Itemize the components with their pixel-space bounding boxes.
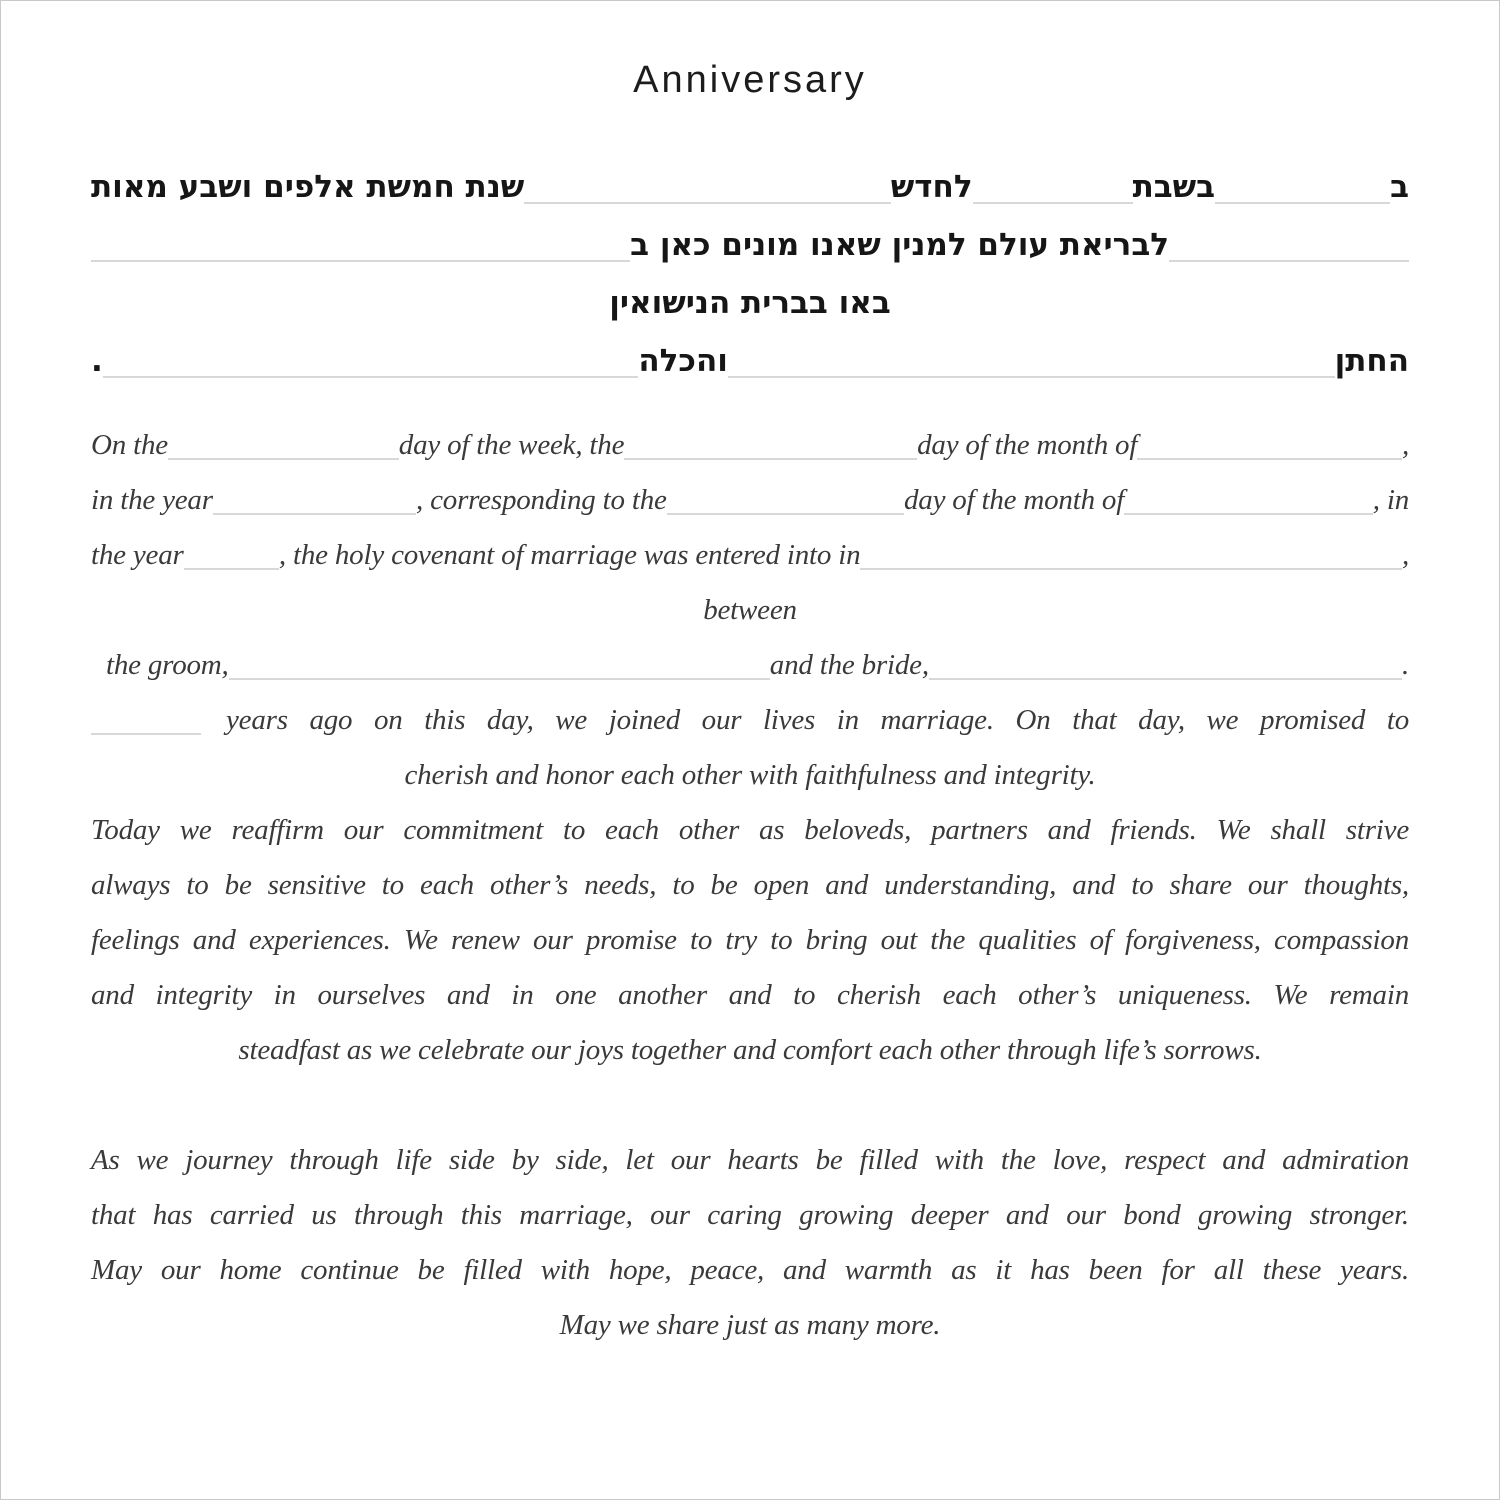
hebrew-year-number-blank-line [213,487,416,515]
line1-comma: , [1401,429,1409,461]
the-groom-text: the groom, [106,649,229,681]
hebrew-place-blank-line [91,232,630,262]
hebrew-creation-phrase: לבריאת עולם למנין שאנו מונים כאן ב [630,227,1169,263]
corresponding-text: , corresponding to the [416,484,667,516]
between-text: between [703,594,797,626]
the-year-text: the year [91,539,184,571]
hebrew-groom-label: החתן [1334,343,1409,379]
cherish-text: cherish and honor each other with faithfulness and integrity. [404,759,1096,791]
date-line-3 [91,528,1409,583]
couple-line-period: . [1401,649,1409,681]
hebrew-covenant-phrase: באו בברית הנישואין [609,285,891,321]
hebrew-beshabbat-label: בשבת [1132,169,1216,205]
day-of-week-text: day of the week, the [398,429,625,461]
hebrew-date-blank-line [624,432,917,460]
hebrew-section [91,158,1409,390]
hebrew-weekday-blank-line [1215,174,1390,204]
years-ago-line [91,693,1409,748]
closing-paragraph [91,1133,1409,1353]
english-section [91,418,1409,1353]
commitment-line-1: Today we reaffirm our commitment to each other as beloveds, partners and friends. We shall strive [91,814,1409,846]
hebrew-year-blank-line [1169,232,1409,262]
closing-line-3: May our home continue be filled with hope, peace, and warmth as it has been for all these years. [91,1254,1409,1286]
hebrew-place-line [91,216,1409,274]
hebrew-date-line [91,158,1409,216]
date-line-2 [91,473,1409,528]
hebrew-covenant-line [91,274,1409,332]
civil-day-of-month-text: day of the month of [903,484,1125,516]
paragraph-spacer [91,1078,1409,1133]
bride-name-blank-line [929,652,1402,680]
commitment-line-5: steadfast as we celebrate our joys together and comfort each other through life’s sorrows. [238,1034,1262,1066]
hebrew-month-blank-line [524,174,891,204]
couple-line [91,638,1409,693]
closing-line-4: May we share just as many more. [559,1309,941,1341]
groom-name-blank-line [229,652,770,680]
between-line [91,583,1409,638]
years-count-blank-line [91,707,201,735]
hebrew-prefix-bet: ב [1390,169,1409,205]
commitment-line-3: feelings and experiences. We renew our promise to try to bring out the qualities of forgiveness, compassion [91,924,1409,956]
in-the-year-text: in the year [91,484,213,516]
hebrew-bride-name-blank-line [103,348,639,378]
document-title: Anniversary [633,59,867,101]
hebrew-day-blank-line [973,174,1133,204]
closing-line-1: As we journey through life side by side, let our hearts be filled with the love, respect and admiration [91,1144,1409,1176]
cherish-line [91,748,1409,803]
place-blank-line [860,542,1402,570]
hebrew-end-period: . [91,343,103,379]
commitment-paragraph [91,803,1409,1078]
and-the-bride-text: and the bride, [769,649,929,681]
civil-date-blank-line [667,487,904,515]
hebrew-bride-label: והכלה [638,343,728,379]
hebrew-year-phrase: שנת חמשת אלפים ושבע מאות [91,169,525,205]
years-ago-text: years ago on this day, we joined our lives in marriage. On that day, we promised to [226,704,1409,736]
civil-year-blank-line [184,542,279,570]
closing-line-2: that has carried us through this marriage, our caring growing deeper and our bond growing stronger. [91,1199,1409,1231]
line2-comma-in: , in [1372,484,1409,516]
commitment-line-2: always to be sensitive to each other’s needs, to be open and understanding, and to share our thoughts, [91,869,1409,901]
on-the-text: On the [91,429,168,461]
hebrew-month-name-blank-line [1137,432,1402,460]
date-line-1 [91,418,1409,473]
commitment-line-4: and integrity in ourselves and in one another and to cherish each other’s uniqueness. We remain [91,979,1409,1011]
line3-comma: , [1401,539,1409,571]
day-of-month-text: day of the month of [917,429,1138,461]
covenant-text: , the holy covenant of marriage was entered into in [278,539,861,571]
weekday-blank-line [168,432,399,460]
hebrew-couple-line [91,332,1409,390]
hebrew-lachodesh-label: לחדש [890,169,973,205]
civil-month-name-blank-line [1124,487,1373,515]
hebrew-groom-name-blank-line [728,348,1335,378]
